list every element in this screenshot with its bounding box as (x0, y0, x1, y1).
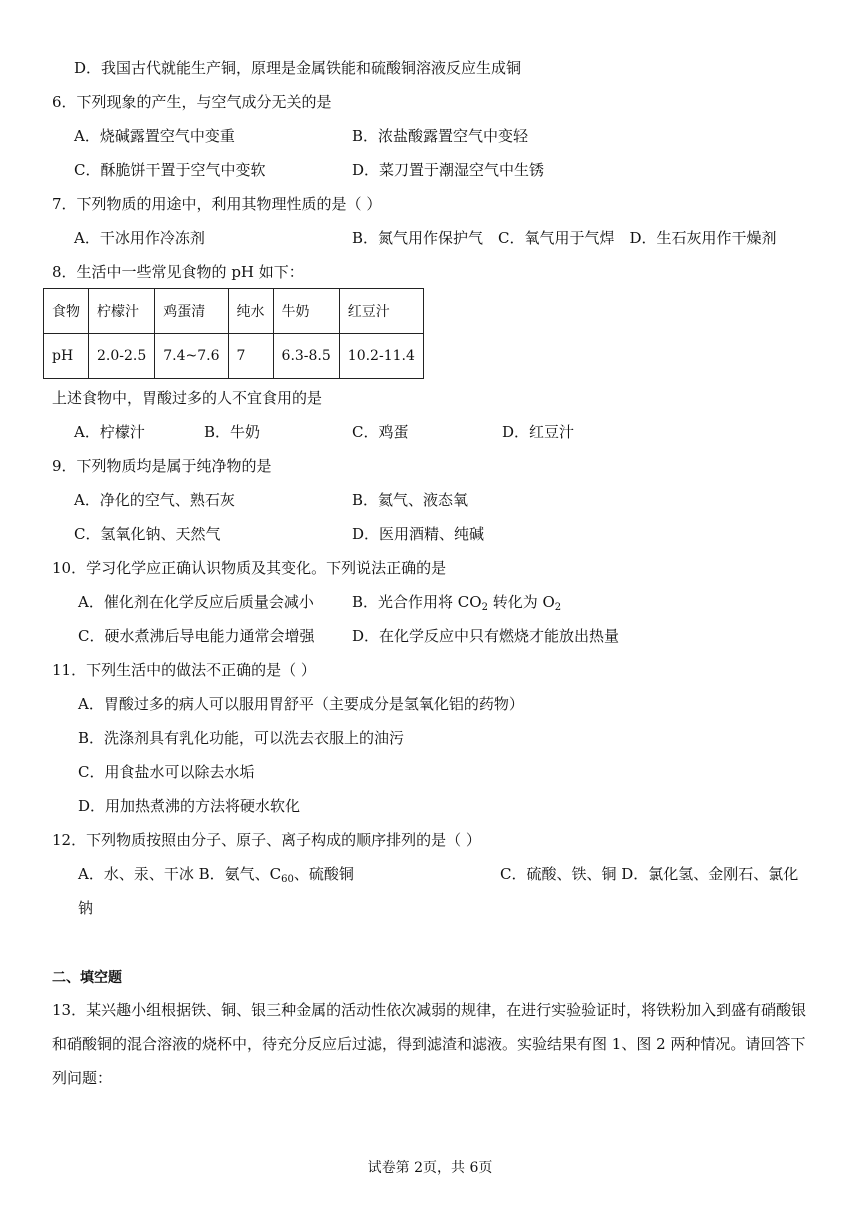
table-cell: 红豆汁 (339, 289, 423, 334)
q6-option-d: D．菜刀置于潮湿空气中生锈 (352, 161, 545, 179)
table-cell: 食物 (44, 289, 89, 334)
ph-table-value-row (44, 334, 424, 379)
table-cell: 10.2-11.4 (339, 334, 423, 379)
section-heading-fill-in: 二、填空题 (52, 970, 122, 986)
q8-option-d: D．红豆汁 (502, 423, 575, 441)
q5-option-d: D．我国古代就能生产铜，原理是金属铁能和硫酸铜溶液反应生成铜 (74, 59, 522, 77)
q8-option-a: A．柠檬汁 (74, 423, 145, 441)
q9-option-d: D．医用酒精、纯碱 (352, 525, 485, 543)
table-cell: 7 (228, 334, 273, 379)
q12-stem: 12．下列物质按照由分子、原子、离子构成的顺序排列的是（ ） (52, 831, 481, 849)
q8-option-b: B．牛奶 (204, 423, 261, 441)
q8-option-c: C．鸡蛋 (352, 423, 409, 441)
q11-option-d: D．用加热煮沸的方法将硬水软化 (78, 797, 301, 815)
q10-option-b: B．光合作用将 $CO_2$ 转化为 $O_2$ (352, 593, 562, 613)
q10-option-a: A．催化剂在化学反应后质量会减小 (78, 593, 314, 611)
q6-option-c: C．酥脆饼干置于空气中变软 (74, 161, 266, 179)
q11-option-c: C．用食盐水可以除去水垢 (78, 763, 255, 781)
q10-option-c: C．硬水煮沸后导电能力通常会增强 (78, 627, 315, 645)
table-cell: pH (44, 334, 89, 379)
q8-stem: 8．生活中一些常见食物的 pH 如下： (52, 263, 304, 281)
ph-table-header-row (44, 289, 424, 334)
table-cell: 7.4~7.6 (155, 334, 228, 379)
q12-options-cd: C．硫酸、铁、铜 D．氯化氢、金刚石、氯化 (500, 865, 799, 883)
ph-table (43, 288, 424, 379)
q12-options-ab: A．水、汞、干冰 B．氨气、$C_{60}$、硫酸铜 (78, 865, 354, 885)
table-cell: 鸡蛋清 (155, 289, 228, 334)
q8-question: 上述食物中，胃酸过多的人不宜食用的是 (52, 389, 323, 407)
q9-stem: 9．下列物质均是属于纯净物的是 (52, 457, 272, 475)
q13-line-2: 和硝酸铜的混合溶液的烧杯中，待充分反应后过滤，得到滤渣和滤液。实验结果有图 1、图 2 两种情况。请回答下 (52, 1035, 806, 1053)
q7-stem: 7．下列物质的用途中，利用其物理性质的是（ ） (52, 195, 382, 213)
page-footer: 试卷第 2页，共 6页 (367, 1160, 493, 1176)
q11-stem: 11．下列生活中的做法不正确的是（ ） (52, 661, 316, 679)
table-cell: 牛奶 (273, 289, 339, 334)
q6-option-b: B．浓盐酸露置空气中变轻 (352, 127, 529, 145)
table-cell: 柠檬汁 (89, 289, 155, 334)
q7-options-bcd: B．氮气用作保护气 C．氧气用于气焊 D．生石灰用作干燥剂 (352, 229, 777, 247)
q10-stem: 10．学习化学应正确认识物质及其变化。下列说法正确的是 (52, 559, 447, 577)
q6-stem: 6．下列现象的产生，与空气成分无关的是 (52, 93, 332, 111)
table-cell: 6.3-8.5 (273, 334, 339, 379)
q11-option-b: B．洗涤剂具有乳化功能，可以洗去衣服上的油污 (78, 729, 405, 747)
q9-option-a: A．净化的空气、熟石灰 (74, 491, 235, 509)
table-cell: 纯水 (228, 289, 273, 334)
q13-line-1: 13．某兴趣小组根据铁、铜、银三种金属的活动性依次减弱的规律，在进行实验验证时，将铁粉加入到盛有硝酸银 (52, 1001, 807, 1019)
q7-option-a: A．干冰用作冷冻剂 (74, 229, 205, 247)
q12-options-continued: 钠 (78, 899, 94, 917)
q11-option-a: A．胃酸过多的病人可以服用胃舒平（主要成分是氢氧化铝的药物） (78, 695, 524, 713)
q9-option-b: B．氦气、液态氧 (352, 491, 469, 509)
q10-option-d: D．在化学反应中只有燃烧才能放出热量 (352, 627, 620, 645)
q13-line-3: 列问题： (52, 1069, 113, 1087)
q6-option-a: A．烧碱露置空气中变重 (74, 127, 235, 145)
q9-option-c: C．氢氧化钠、天然气 (74, 525, 221, 543)
table-cell: 2.0-2.5 (89, 334, 155, 379)
